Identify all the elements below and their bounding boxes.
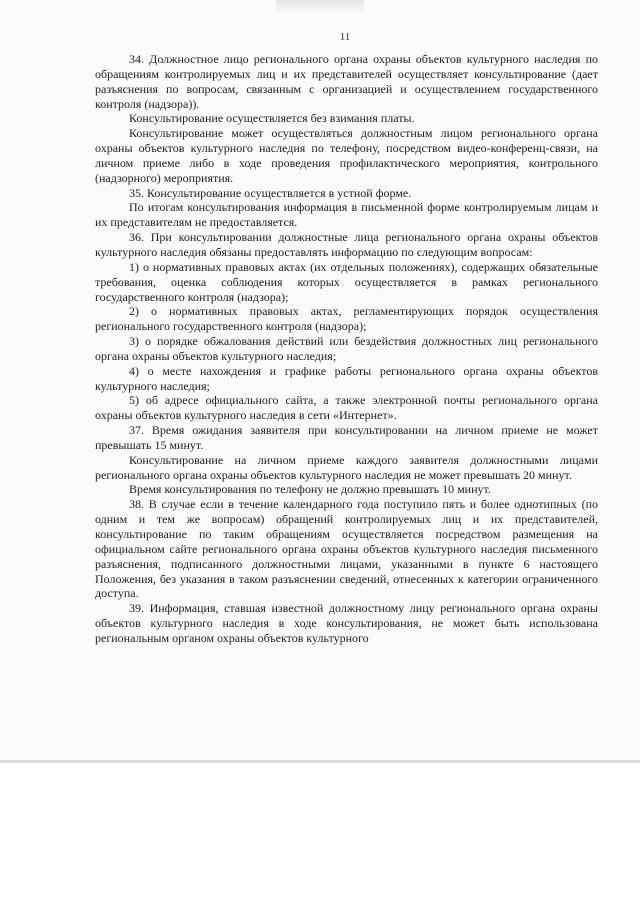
paragraph-phone-time: Время консультирования по телефону не должно превышать 10 минут. (129, 482, 491, 497)
list-item-4: 4) о месте нахождения и графике работы регионального органа охраны объектов культурного наследия; (95, 363, 598, 393)
paragraph-38: 38. В случае если в течение календарного года поступило пять и более однотипных (по одним и тем же вопросам) обращений контролируемых лиц и их представителей, консультирование по таким обращениям осуществляется посредством размещения на официальном сайте регионального органа охраны объектов культурного наследия письменного разъяснения, подписанного должностными лицами, указанными в пункте 6 настоящего Положения, без указания в таком разъяснении сведений, отнесенных к категории ограниченного доступа. (95, 497, 598, 601)
page-number: 11 (339, 31, 351, 43)
paragraph-no-written-info: По итогам консультирования информация в письменной форме контролируемым лицам и их представителям не предоставляется. (95, 200, 598, 230)
paragraph-37: 37. Время ожидания заявителя при консультировании на личном приеме не может превышать 15 минут. (95, 423, 598, 452)
scan-artifact (276, 0, 364, 14)
paragraph-free-of-charge: Консультирование осуществляется без взимания платы. (129, 111, 415, 126)
paragraph-34: 34. Должностное лицо регионального органа охраны объектов культурного наследия по обращениям контролируемых лиц и их представителей осуществляет консультирование (дает разъяснения по вопросам, связанным с организацией и осуществлением государственного контроля (надзора)). (95, 52, 598, 111)
paragraph-consult-methods: Консультирование может осуществляться должностным лицом регионального органа охраны объектов культурного наследия по телефону, посредством видео-конференц-связи, на личном приеме либо в ходе проведения профилактического мероприятия, контрольного (надзорного) мероприятия. (95, 126, 598, 185)
scan-bottom-edge (0, 760, 640, 763)
list-item-5: 5) об адресе официального сайта, а также электронной почты регионального органа охраны объектов культурного наследия в сети «Интернет». (95, 393, 598, 423)
list-item-3: 3) о порядке обжалования действий или бездействия должностных лиц регионального органа охраны объектов культурного наследия; (95, 334, 598, 363)
list-item-1: 1) о нормативных правовых актах (их отдельных положениях), содержащих обязательные требования, оценка соблюдения которых осуществляется в рамках регионального государственного контроля (надзора); (95, 259, 598, 304)
paragraph-36: 36. При консультировании должностные лица регионального органа охраны объектов культурного наследия обязаны предоставлять информацию по следующим вопросам: (95, 230, 598, 259)
list-item-2: 2) о нормативных правовых актах, регламентирующих порядок осуществления регионального государственного контроля (надзора); (95, 304, 598, 334)
paragraph-35: 35. Консультирование осуществляется в устной форме. (129, 185, 412, 200)
paragraph-personal-reception: Консультирование на личном приеме каждого заявителя должностными лицами регионального органа охраны объектов культурного наследия не может превышать 20 минут. (95, 452, 598, 482)
document-body (95, 52, 598, 646)
paragraph-39: 39. Информация, ставшая известной должностному лицу регионального органа охраны объектов культурного наследия в ходе консультирования, не может быть использована региональным органом охраны объектов культурного (95, 601, 598, 645)
